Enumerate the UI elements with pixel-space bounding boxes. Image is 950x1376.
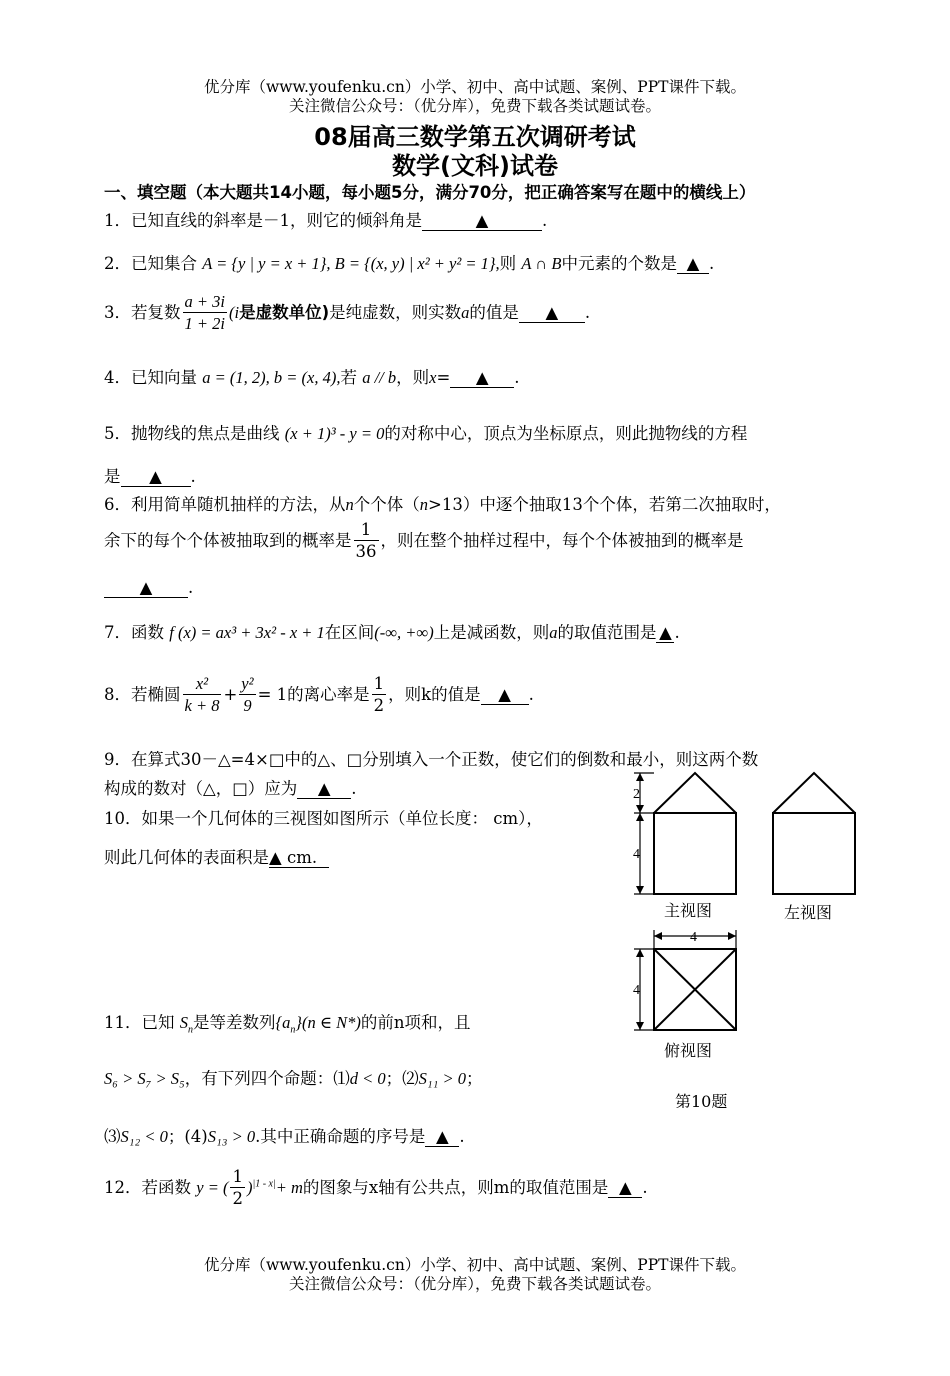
footer-line-2: 关注微信公众号：（优分库），免费下载各类试题试卷。 xyxy=(288,1275,661,1293)
question-12 xyxy=(104,1167,648,1210)
q4-number: 4． xyxy=(104,368,131,387)
q8-answer-blank: ▲ xyxy=(481,686,529,705)
q3-var: a xyxy=(461,303,470,322)
q6-line2-post: ，则在整个抽样过程中，每个个体被抽到的概率是 xyxy=(380,531,744,550)
q11-end: . xyxy=(459,1127,465,1146)
q7-number: 7． xyxy=(104,623,131,642)
q2-sets: A = {y | y = x + 1}, B = {(x, y) | x² + y² = 1}, xyxy=(202,254,500,273)
q3-pre: 若复数 xyxy=(131,303,181,322)
q8-eccentricity xyxy=(372,674,387,717)
q3-post: 是纯虚数，则实数 xyxy=(329,303,462,322)
front-view-label: 主视图 xyxy=(664,901,713,920)
question-9-line-2 xyxy=(104,775,357,799)
arrow xyxy=(636,773,644,781)
question-5 xyxy=(104,420,747,444)
question-11-line-2 xyxy=(104,1065,482,1089)
q11-sep-1: ； xyxy=(385,1069,403,1088)
q11-seq-sub: n xyxy=(290,1024,296,1036)
q12-func-post: ) xyxy=(246,1178,253,1197)
q6-fraction xyxy=(354,520,379,563)
front-view-square xyxy=(654,813,736,894)
q3-frac-num: a + 3i xyxy=(184,292,225,311)
q11-mid: 是等差数列 xyxy=(193,1013,276,1032)
q2-mid: 则 xyxy=(499,254,517,273)
question-9 xyxy=(104,746,758,770)
question-3 xyxy=(104,292,590,335)
q8-e-den: 2 xyxy=(373,696,385,715)
question-7 xyxy=(104,619,680,643)
q10-line2: 则此几何体的表面积是 xyxy=(104,848,269,867)
q6-pre: 利用简单随机抽样的方法，从 xyxy=(131,495,346,514)
q11-prop-4: S₁₃ > 0 xyxy=(207,1127,256,1146)
q5-end: . xyxy=(190,467,196,486)
q11-post: 的前n项和，且 xyxy=(360,1013,471,1032)
q4-vectors: a = (1, 2), b = (x, 4), xyxy=(202,368,341,387)
q8-plus: + xyxy=(223,685,238,704)
arrow xyxy=(728,932,736,940)
q11-sn: S xyxy=(179,1013,188,1032)
q8-fraction-y xyxy=(239,674,255,717)
page-subtitle: 数学(文科)试卷 xyxy=(392,152,558,180)
q6-frac-den: 36 xyxy=(355,542,377,561)
q8-frac-y-den: 9 xyxy=(243,696,252,715)
header-line-1: 优分库（www.youfenku.cn）小学、初中、高中试题、案例、PPT课件下载。 xyxy=(203,78,747,96)
dim-label-2: 2 xyxy=(633,787,640,802)
q3-paren-text: 是虚数单位) xyxy=(239,303,330,322)
three-view-figure xyxy=(620,768,880,1108)
q12-frac-den: 2 xyxy=(232,1189,243,1208)
q2-number: 2． xyxy=(104,254,131,273)
q6-cond: n xyxy=(419,495,428,514)
q3-end: . xyxy=(584,303,591,322)
front-view-roof xyxy=(654,773,736,813)
q7-function: f (x) = ax³ + 3x² - x + 1 xyxy=(169,623,325,642)
q4-pre: 已知向量 xyxy=(131,368,197,387)
q7-answer-blank: ▲ xyxy=(656,624,674,643)
q3-paren-i: (i xyxy=(228,303,240,322)
q11-prop-2: S₁₁ > 0 xyxy=(418,1069,466,1088)
q4-condition: a // b xyxy=(362,368,397,387)
question-6 xyxy=(104,491,781,515)
q2-intersection: A ∩ B xyxy=(521,254,562,273)
question-10 xyxy=(104,805,543,829)
q12-fraction xyxy=(230,1167,245,1210)
q1-end: . xyxy=(542,211,548,230)
q12-func-pre: y = ( xyxy=(196,1178,229,1197)
q8-end: . xyxy=(528,685,534,704)
question-2 xyxy=(104,250,714,274)
q5-pre: 抛物线的焦点是曲线 xyxy=(131,424,280,443)
q6-cond2: >13）中逐个抽取13个个体，若第二次抽取时， xyxy=(428,495,781,514)
q11-p4-num: (4) xyxy=(184,1127,208,1146)
q7-pre: 函数 xyxy=(131,623,164,642)
section-heading: 一、填空题（本大题共14小题，每小题5分，满分70分，把正确答案写在题中的横线上） xyxy=(104,183,756,202)
q8-post: ，则k的值是 xyxy=(388,685,481,704)
side-view-square xyxy=(773,813,855,894)
q1-number: 1． xyxy=(104,211,131,230)
q10-answer-blank xyxy=(269,849,329,868)
side-view-label: 左视图 xyxy=(784,903,833,922)
q2-answer-blank: ▲ xyxy=(677,255,709,274)
q5-curve: (x + 1)³ - y = 0 xyxy=(284,424,385,443)
q2-end: . xyxy=(708,254,715,273)
dim-label-4-top-horizontal: 4 xyxy=(690,930,697,945)
q12-post: 的图象与x轴有公共点，则m的取值范围是 xyxy=(302,1178,609,1197)
q12-number: 12． xyxy=(104,1178,142,1197)
q8-frac-y-num: y² xyxy=(241,674,254,693)
q6-answer-blank: ▲ xyxy=(104,579,188,598)
q11-line3-post: .其中正确命题的序号是 xyxy=(255,1127,426,1146)
question-11 xyxy=(104,1009,471,1035)
q9-end: . xyxy=(351,779,357,798)
q11-inequality: S₆ > S₇ > S₅ xyxy=(104,1069,185,1088)
q6-number: 6． xyxy=(104,495,131,514)
q5-number: 5． xyxy=(104,424,131,443)
question-8 xyxy=(104,674,534,717)
q4-eq: = xyxy=(436,368,451,387)
q4-answer-blank: ▲ xyxy=(450,369,514,388)
q11-seq-end: }(n ∈ N*) xyxy=(295,1013,361,1032)
q11-p3-num: ⑶ xyxy=(104,1127,121,1146)
q3-frac-den: 1 + 2i xyxy=(184,314,225,333)
q8-number: 8． xyxy=(104,685,131,704)
q8-mid: 的离心率是 xyxy=(287,685,370,704)
q11-number: 11． xyxy=(104,1013,142,1032)
q9-line2: 构成的数对（△，□）应为 xyxy=(104,779,298,798)
footer-line-1: 优分库（www.youfenku.cn）小学、初中、高中试题、案例、PPT课件下载。 xyxy=(203,1256,747,1274)
q11-pre: 已知 xyxy=(141,1013,175,1032)
q3-fraction xyxy=(183,292,227,335)
q4-end: . xyxy=(514,368,520,387)
arrow xyxy=(636,813,644,821)
q12-exponent: |1 - x| xyxy=(252,1178,276,1190)
arrow xyxy=(636,949,644,957)
question-10-line-2 xyxy=(104,844,329,868)
q11-p1-num: ⑴ xyxy=(333,1069,350,1088)
question-1 xyxy=(104,207,547,231)
q1-text: 已知直线的斜率是－1，则它的倾斜角是 xyxy=(131,211,422,230)
q6-line2: 余下的每个个体被抽取到的概率是 xyxy=(104,531,352,550)
arrow xyxy=(636,886,644,894)
q8-e-num: 1 xyxy=(373,674,385,693)
question-5-line-2 xyxy=(104,463,196,487)
q5-post: 的对称中心，顶点为坐标原点，则此抛物线的方程 xyxy=(384,424,748,443)
q6-var-n: n xyxy=(345,495,354,514)
q5-line2: 是 xyxy=(104,467,121,486)
q7-post2: 的取值范围是 xyxy=(557,623,657,642)
q8-fraction-x xyxy=(183,674,222,717)
q4-post: ，则 xyxy=(396,368,430,387)
q12-func-tail: + m xyxy=(275,1178,303,1197)
q8-frac-x-den: k + 8 xyxy=(184,696,220,715)
figure-caption: 第10题 xyxy=(675,1092,728,1108)
q7-mid: 在区间 xyxy=(324,623,375,642)
q10-number: 10． xyxy=(104,809,142,828)
question-4 xyxy=(104,364,520,388)
q1-answer-blank: ▲ xyxy=(422,212,542,231)
q11-sn-sub: n xyxy=(188,1024,193,1036)
arrow xyxy=(654,932,662,940)
q2-pre: 已知集合 xyxy=(131,254,197,273)
q9-line1: 在算式30－△=4×□中的△、□分别填入一个正数，使它们的倒数和最小，则这两个数 xyxy=(131,750,759,769)
q12-pre: 若函数 xyxy=(141,1178,191,1197)
q8-eq: = 1 xyxy=(257,685,288,704)
q11-p2-num: ⑵ xyxy=(402,1069,419,1088)
q11-sep-3: ； xyxy=(167,1127,185,1146)
q6-frac-num: 1 xyxy=(354,520,379,541)
q5-answer-blank: ▲ xyxy=(121,468,191,487)
q10-answer-mark: ▲ xyxy=(269,848,282,867)
q7-end: . xyxy=(674,623,680,642)
q12-answer-blank: ▲ xyxy=(608,1179,642,1198)
q7-var: a xyxy=(549,623,558,642)
q6-mid: 个个体（ xyxy=(353,495,420,514)
question-6-line-3 xyxy=(104,578,193,598)
q3-number: 3． xyxy=(104,303,131,322)
q12-frac-num: 1 xyxy=(232,1167,243,1186)
q3-answer-blank: ▲ xyxy=(519,304,585,323)
q6-end: . xyxy=(188,578,194,597)
q11-prop-1: d < 0 xyxy=(349,1069,386,1088)
q11-ineq-post: ，有下列四个命题： xyxy=(184,1069,334,1088)
q4-var: x xyxy=(429,368,437,387)
question-11-line-3 xyxy=(104,1123,465,1147)
dim-label-4-top-vertical: 4 xyxy=(633,983,640,998)
q9-answer-blank: ▲ xyxy=(297,780,351,799)
header-line-2: 关注微信公众号：（优分库），免费下载各类试题试卷。 xyxy=(288,97,661,115)
q7-interval: (-∞, +∞) xyxy=(374,623,434,642)
dim-label-4-front: 4 xyxy=(633,847,640,862)
q4-mid: 若 xyxy=(340,368,357,387)
q8-pre: 若椭圆 xyxy=(131,685,181,704)
q9-number: 9． xyxy=(104,750,131,769)
arrow xyxy=(636,1022,644,1030)
arrow xyxy=(636,805,644,813)
question-6-line-2 xyxy=(104,520,744,563)
q3-post2: 的值是 xyxy=(469,303,519,322)
q8-frac-x-num: x² xyxy=(183,674,222,695)
q11-answer-blank: ▲ xyxy=(425,1128,459,1147)
q11-prop-3: S₁₂ < 0 xyxy=(120,1127,168,1146)
q10-unit: cm. xyxy=(286,848,318,867)
q2-post: 中元素的个数是 xyxy=(561,254,677,273)
q7-post: 上是减函数，则 xyxy=(433,623,550,642)
q11-sep-2: ； xyxy=(465,1069,483,1088)
q11-seq: {a xyxy=(275,1013,291,1032)
page-title: 08届高三数学第五次调研考试 xyxy=(314,123,636,151)
top-view-label: 俯视图 xyxy=(664,1041,713,1060)
q12-end: . xyxy=(642,1178,648,1197)
side-view-roof xyxy=(773,773,855,813)
q10-line1: 如果一个几何体的三视图如图所示（单位长度： cm）， xyxy=(141,809,543,828)
